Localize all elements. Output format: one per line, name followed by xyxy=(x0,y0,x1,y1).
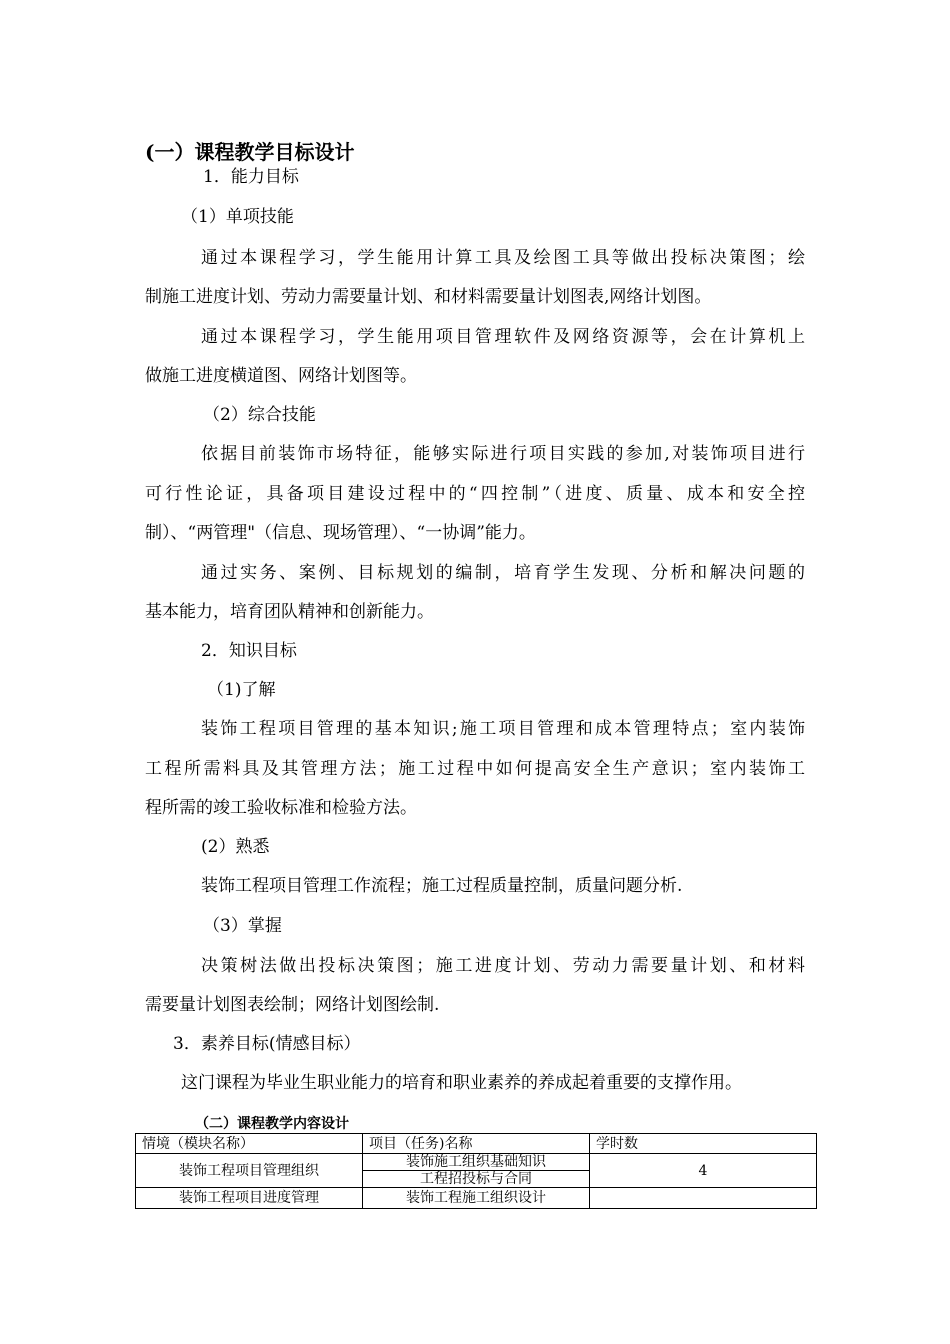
table-row xyxy=(136,1154,817,1171)
table-header-row xyxy=(136,1134,817,1154)
combined-paragraph-1-line-1: 依据目前装饰市场特征，能够实际进行项目实践的参加,对装饰项目进行 xyxy=(201,444,805,464)
section1-title: (一）课程教学目标设计 xyxy=(145,140,355,164)
understand-paragraph-line-3: 程所需的竣工验收标准和检验方法。 xyxy=(145,798,417,818)
section2-title: （二）课程教学内容设计 xyxy=(195,1116,349,1132)
row2-task: 装饰工程施工组织设计 xyxy=(363,1188,590,1209)
ability-heading: 1．能力目标 xyxy=(203,167,299,187)
row1-module: 装饰工程项目管理组织 xyxy=(136,1154,363,1188)
row2-hours xyxy=(590,1188,817,1209)
master-paragraph-line-1: 决策树法做出投标决策图；施工进度计划、劳动力需要量计划、和材料 xyxy=(201,956,805,976)
table-row xyxy=(136,1188,817,1209)
knowledge-heading: 2．知识目标 xyxy=(201,641,297,661)
single-skill-paragraph-2-line-1: 通过本课程学习，学生能用项目管理软件及网络资源等，会在计算机上 xyxy=(201,327,805,347)
familiar-heading: (2）熟悉 xyxy=(201,837,270,857)
single-skill-paragraph-1-line-1: 通过本课程学习，学生能用计算工具及绘图工具等做出投标决策图；绘 xyxy=(201,248,805,268)
familiar-paragraph: 装饰工程项目管理工作流程；施工过程质量控制，质量问题分析. xyxy=(201,876,683,896)
combined-paragraph-1-line-2: 可行性论证，具备项目建设过程中的“四控制”（进度、质量、成本和安全控 xyxy=(145,484,805,504)
header-hours: 学时数 xyxy=(590,1134,817,1154)
master-paragraph-line-2: 需要量计划图表绘制；网络计划图绘制. xyxy=(145,995,440,1015)
quality-heading: 3．素养目标(情感目标） xyxy=(173,1034,361,1054)
combined-skill-heading: （2）综合技能 xyxy=(203,405,316,425)
row1-task-a: 装饰施工组织基础知识 xyxy=(363,1154,590,1171)
understand-heading: （1)了解 xyxy=(207,680,276,700)
header-task: 项目（任务)名称 xyxy=(363,1134,590,1154)
course-content-table xyxy=(135,1133,817,1209)
row1-hours: 4 xyxy=(590,1154,817,1188)
master-heading: （3）掌握 xyxy=(203,916,282,936)
combined-paragraph-2-line-1: 通过实务、案例、目标规划的编制，培育学生发现、分析和解决问题的 xyxy=(201,563,805,583)
understand-paragraph-line-1: 装饰工程项目管理的基本知识;施工项目管理和成本管理特点；室内装饰 xyxy=(201,719,805,739)
single-skill-paragraph-2-line-2: 做施工进度横道图、网络计划图等。 xyxy=(145,366,417,386)
single-skill-paragraph-1-line-2: 制施工进度计划、劳动力需要量计划、和材料需要量计划图表,网络计划图。 xyxy=(145,287,712,307)
row2-module: 装饰工程项目进度管理 xyxy=(136,1188,363,1209)
header-module: 情境（模块名称） xyxy=(136,1134,363,1154)
combined-paragraph-1-line-3: 制）、“两管理"（信息、现场管理）、“一协调”能力。 xyxy=(145,523,536,543)
understand-paragraph-line-2: 工程所需料具及其管理方法；施工过程中如何提高安全生产意识；室内装饰工 xyxy=(145,759,805,779)
single-skill-heading: （1）单项技能 xyxy=(181,207,294,227)
combined-paragraph-2-line-2: 基本能力，培育团队精神和创新能力。 xyxy=(145,602,434,622)
quality-paragraph: 这门课程为毕业生职业能力的培育和职业素养的养成起着重要的支撑作用。 xyxy=(181,1073,742,1093)
row1-task-b: 工程招投标与合同 xyxy=(363,1171,590,1188)
